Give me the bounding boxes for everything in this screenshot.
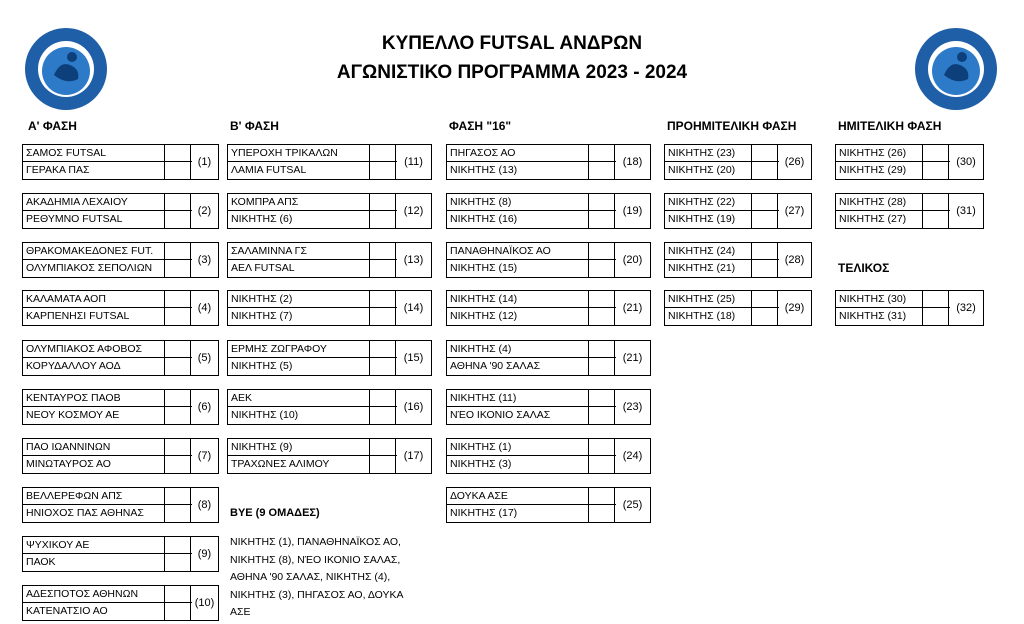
away-team: ΝΕΟΥ ΚΟΣΜΟΥ ΑΕ bbox=[26, 409, 120, 421]
match-number: (9) bbox=[190, 537, 218, 571]
phase-a-match bbox=[22, 290, 219, 326]
title-line-1: ΚΥΠΕΛΛΟ FUTSAL ΑΝΔΡΩΝ bbox=[381, 33, 643, 54]
score-cell bbox=[164, 341, 192, 375]
phase-b-match bbox=[227, 144, 432, 180]
match-number: (15) bbox=[395, 341, 431, 375]
away-team: ΝΙΚΗΤΗΣ (17) bbox=[450, 507, 518, 519]
phase-a-match bbox=[22, 144, 219, 180]
score-cell bbox=[588, 145, 616, 179]
score-cell bbox=[588, 439, 616, 473]
score-cell bbox=[588, 243, 616, 277]
score-cell bbox=[164, 537, 192, 571]
phase-16-match bbox=[446, 340, 651, 376]
home-team: ΔΟΥΚΑ ΑΣΕ bbox=[447, 488, 588, 505]
bye-line: ΑΣΕ bbox=[230, 606, 251, 618]
match-number: (19) bbox=[614, 194, 650, 228]
phase-b-match bbox=[227, 438, 432, 474]
score-cell bbox=[922, 194, 950, 228]
bye-line: ΑΘΗΝΑ '90 ΣΑΛΑΣ, ΝΙΚΗΤΗΣ (4), bbox=[230, 571, 391, 583]
home-team: ΝΙΚΗΤΗΣ (26) bbox=[836, 145, 922, 162]
bye-heading: BYE (9 ΟΜΑΔΕΣ) bbox=[230, 507, 320, 519]
match-number: (27) bbox=[777, 194, 811, 228]
match-number: (7) bbox=[190, 439, 218, 473]
pre-semi-heading: ΠΡΟΗΜΙΤΕΛΙΚΗ ΦΑΣΗ bbox=[667, 119, 797, 133]
away-team: ΓΕΡΑΚΑ ΠΑΣ bbox=[26, 164, 90, 176]
score-cell bbox=[369, 243, 397, 277]
phase-16-match bbox=[446, 242, 651, 278]
phase-b-heading: Β' ΦΑΣΗ bbox=[230, 119, 279, 133]
phase-a-match bbox=[22, 585, 219, 621]
score-cell bbox=[588, 341, 616, 375]
match-number: (20) bbox=[614, 243, 650, 277]
score-cell bbox=[588, 194, 616, 228]
score-cell bbox=[164, 390, 192, 424]
away-team: ΜΙΝΩΤΑΥΡΟΣ ΑΟ bbox=[26, 458, 111, 470]
match-number: (31) bbox=[948, 194, 983, 228]
home-team: ΝΙΚΗΤΗΣ (4) bbox=[447, 341, 588, 358]
pre-semi-match bbox=[664, 144, 812, 180]
away-team: ΚΑΤΕΝΑΤΣΙΟ ΑΟ bbox=[26, 605, 108, 617]
phase-a-match bbox=[22, 536, 219, 572]
match-number: (13) bbox=[395, 243, 431, 277]
semi-match bbox=[835, 193, 984, 229]
away-team: ΑΘΗΝΑ '90 ΣΑΛΑΣ bbox=[450, 360, 541, 372]
phase-a-match bbox=[22, 193, 219, 229]
match-number: (12) bbox=[395, 194, 431, 228]
score-cell bbox=[369, 194, 397, 228]
match-number: (17) bbox=[395, 439, 431, 473]
home-team: ΝΙΚΗΤΗΣ (14) bbox=[447, 291, 588, 308]
semi-heading: ΗΜΙΤΕΛΙΚΗ ΦΑΣΗ bbox=[838, 119, 942, 133]
final-heading: ΤΕΛΙΚΟΣ bbox=[838, 261, 890, 275]
away-team: ΝΙΚΗΤΗΣ (27) bbox=[839, 213, 907, 225]
score-cell bbox=[164, 145, 192, 179]
match-number: (14) bbox=[395, 291, 431, 325]
score-cell bbox=[369, 390, 397, 424]
match-number: (3) bbox=[190, 243, 218, 277]
score-cell bbox=[369, 291, 397, 325]
home-team: ΚΟΜΠΡΑ ΑΠΣ bbox=[228, 194, 369, 211]
home-team: ΠΗΓΑΣΟΣ ΑΟ bbox=[447, 145, 588, 162]
away-team: ΝΙΚΗΤΗΣ (29) bbox=[839, 164, 907, 176]
home-team: ΝΙΚΗΤΗΣ (24) bbox=[665, 243, 751, 260]
away-team: ΝΙΚΗΤΗΣ (5) bbox=[231, 360, 293, 372]
home-team: ΣΑΜΟΣ FUTSAL bbox=[23, 145, 164, 162]
score-cell bbox=[751, 243, 779, 277]
away-team: ΑΕΛ FUTSAL bbox=[231, 262, 295, 274]
score-cell bbox=[369, 439, 397, 473]
score-cell bbox=[588, 488, 616, 522]
home-team: ΨΥΧΙΚΟΥ ΑΕ bbox=[23, 537, 164, 554]
score-cell bbox=[922, 145, 950, 179]
match-number: (5) bbox=[190, 341, 218, 375]
score-cell bbox=[164, 488, 192, 522]
away-team: ΝΙΚΗΤΗΣ (12) bbox=[450, 310, 518, 322]
match-number: (18) bbox=[614, 145, 650, 179]
away-team: ΤΡΑΧΩΝΕΣ ΑΛΙΜΟΥ bbox=[231, 458, 330, 470]
home-team: ΠΑΟ ΙΩΑΝΝΙΝΩΝ bbox=[23, 439, 164, 456]
home-team: ΚΕΝΤΑΥΡΟΣ ΠΑΟΒ bbox=[23, 390, 164, 407]
match-number: (28) bbox=[777, 243, 811, 277]
home-team: ΝΙΚΗΤΗΣ (30) bbox=[836, 291, 922, 308]
phase-16-match bbox=[446, 144, 651, 180]
match-number: (25) bbox=[614, 488, 650, 522]
match-number: (24) bbox=[614, 439, 650, 473]
home-team: ΑΚΑΔΗΜΙΑ ΛΕΧΑΙΟΥ bbox=[23, 194, 164, 211]
away-team: ΠΑΟΚ bbox=[26, 556, 56, 568]
match-number: (26) bbox=[777, 145, 811, 179]
match-number: (23) bbox=[614, 390, 650, 424]
federation-logo-left bbox=[24, 27, 108, 111]
match-number: (8) bbox=[190, 488, 218, 522]
home-team: ΒΕΛΛΕΡΕΦΩΝ ΑΠΣ bbox=[23, 488, 164, 505]
bye-list bbox=[230, 534, 430, 622]
phase-16-match bbox=[446, 389, 651, 425]
phase-b-match bbox=[227, 290, 432, 326]
away-team: ΚΟΡΥΔΑΛΛΟΥ ΑΟΔ bbox=[26, 360, 121, 372]
score-cell bbox=[922, 291, 950, 325]
home-team: ΑΔΕΣΠΟΤΟΣ ΑΘΗΝΩΝ bbox=[23, 586, 164, 603]
away-team: ΝΙΚΗΤΗΣ (10) bbox=[231, 409, 299, 421]
away-team: ΝΙΚΗΤΗΣ (6) bbox=[231, 213, 293, 225]
match-number: (21) bbox=[614, 291, 650, 325]
phase-b-match bbox=[227, 242, 432, 278]
match-number: (1) bbox=[190, 145, 218, 179]
match-number: (4) bbox=[190, 291, 218, 325]
phase-b-match bbox=[227, 340, 432, 376]
home-team: ΝΙΚΗΤΗΣ (2) bbox=[228, 291, 369, 308]
score-cell bbox=[588, 390, 616, 424]
match-number: (29) bbox=[777, 291, 811, 325]
pre-semi-match bbox=[664, 193, 812, 229]
away-team: ΝΙΚΗΤΗΣ (20) bbox=[668, 164, 736, 176]
match-number: (2) bbox=[190, 194, 218, 228]
home-team: ΥΠΕΡΟΧΗ ΤΡΙΚΑΛΩΝ bbox=[228, 145, 369, 162]
away-team: ΝΙΚΗΤΗΣ (7) bbox=[231, 310, 293, 322]
away-team: ΚΑΡΠΕΝΗΣΙ FUTSAL bbox=[26, 310, 130, 322]
away-team: ΝΙΚΗΤΗΣ (3) bbox=[450, 458, 512, 470]
home-team: ΝΙΚΗΤΗΣ (22) bbox=[665, 194, 751, 211]
home-team: ΝΙΚΗΤΗΣ (28) bbox=[836, 194, 922, 211]
away-team: ΝΙΚΗΤΗΣ (16) bbox=[450, 213, 518, 225]
home-team: ΣΑΛΑΜΙΝΝΑ ΓΣ bbox=[228, 243, 369, 260]
pre-semi-match bbox=[664, 290, 812, 326]
match-number: (32) bbox=[948, 291, 983, 325]
score-cell bbox=[588, 291, 616, 325]
score-cell bbox=[164, 243, 192, 277]
away-team: ΝΙΚΗΤΗΣ (19) bbox=[668, 213, 736, 225]
phase-16-match bbox=[446, 290, 651, 326]
match-number: (16) bbox=[395, 390, 431, 424]
score-cell bbox=[751, 194, 779, 228]
away-team: ΡΕΘΥΜΝΟ FUTSAL bbox=[26, 213, 123, 225]
phase-a-match bbox=[22, 242, 219, 278]
semi-match bbox=[835, 144, 984, 180]
phase-a-match bbox=[22, 340, 219, 376]
home-team: ΟΛΥΜΠΙΑΚΟΣ ΑΦΟΒΟΣ bbox=[23, 341, 164, 358]
phase-a-match bbox=[22, 389, 219, 425]
home-team: ΝΙΚΗΤΗΣ (1) bbox=[447, 439, 588, 456]
phase-16-heading: ΦΑΣΗ "16" bbox=[449, 119, 512, 133]
away-team: ΝΙΚΗΤΗΣ (18) bbox=[668, 310, 736, 322]
match-number: (6) bbox=[190, 390, 218, 424]
score-cell bbox=[369, 145, 397, 179]
score-cell bbox=[751, 291, 779, 325]
pre-semi-match bbox=[664, 242, 812, 278]
final-match bbox=[835, 290, 984, 326]
score-cell bbox=[164, 291, 192, 325]
bye-line: ΝΙΚΗΤΗΣ (3), ΠΗΓΑΣΟΣ ΑΟ, ΔΟΥΚΑ bbox=[230, 588, 404, 601]
score-cell bbox=[369, 341, 397, 375]
bye-line: ΝΙΚΗΤΗΣ (8), ΝΈΟ ΙΚΟΝΙΟ ΣΑΛΑΣ, bbox=[230, 553, 401, 566]
away-team: ΟΛΥΜΠΙΑΚΟΣ ΣΕΠΟΛΙΩΝ bbox=[26, 262, 153, 274]
away-team: ΝΙΚΗΤΗΣ (21) bbox=[668, 262, 736, 274]
score-cell bbox=[164, 586, 192, 620]
match-number: (10) bbox=[190, 586, 218, 620]
phase-16-match bbox=[446, 438, 651, 474]
phase-a-heading: Α' ΦΑΣΗ bbox=[28, 119, 77, 133]
phase-b-match bbox=[227, 193, 432, 229]
away-team: ΗΝΙΟΧΟΣ ΠΑΣ ΑΘΗΝΑΣ bbox=[26, 507, 144, 519]
bye-line: ΝΙΚΗΤΗΣ (1), ΠΑΝΑΘΗΝΑΪΚΟΣ ΑΟ, bbox=[230, 536, 401, 548]
home-team: ΑΕΚ bbox=[228, 390, 369, 407]
phase-a-match bbox=[22, 438, 219, 474]
home-team: ΝΙΚΗΤΗΣ (9) bbox=[228, 439, 369, 456]
away-team: ΝΈΟ ΙΚΟΝΙΟ ΣΑΛΑΣ bbox=[450, 409, 551, 421]
federation-logo-right bbox=[914, 27, 998, 111]
match-number: (30) bbox=[948, 145, 983, 179]
home-team: ΝΙΚΗΤΗΣ (25) bbox=[665, 291, 751, 308]
phase-b-match bbox=[227, 389, 432, 425]
match-number: (11) bbox=[395, 145, 431, 179]
away-team: ΝΙΚΗΤΗΣ (13) bbox=[450, 164, 518, 176]
phase-a-match bbox=[22, 487, 219, 523]
phase-16-match bbox=[446, 487, 651, 523]
title-line-2: ΑΓΩΝΙΣΤΙΚΟ ΠΡΟΓΡΑΜΜΑ 2023 - 2024 bbox=[336, 62, 688, 83]
home-team: ΚΑΛΑΜΑΤΑ ΑΟΠ bbox=[23, 291, 164, 308]
home-team: ΠΑΝΑΘΗΝΑΪΚΟΣ ΑΟ bbox=[447, 243, 588, 260]
home-team: ΘΡΑΚΟΜΑΚΕΔΟΝΕΣ FUT. bbox=[23, 243, 164, 260]
match-number: (21) bbox=[614, 341, 650, 375]
away-team: ΝΙΚΗΤΗΣ (31) bbox=[839, 310, 907, 322]
score-cell bbox=[164, 439, 192, 473]
home-team: ΝΙΚΗΤΗΣ (11) bbox=[447, 390, 588, 407]
score-cell bbox=[751, 145, 779, 179]
away-team: ΝΙΚΗΤΗΣ (15) bbox=[450, 262, 518, 274]
score-cell bbox=[164, 194, 192, 228]
home-team: ΝΙΚΗΤΗΣ (23) bbox=[665, 145, 751, 162]
home-team: ΕΡΜΗΣ ΖΩΓΡΑΦΟΥ bbox=[228, 341, 369, 358]
away-team: ΛΑΜΙΑ FUTSAL bbox=[231, 164, 307, 176]
home-team: ΝΙΚΗΤΗΣ (8) bbox=[447, 194, 588, 211]
phase-16-match bbox=[446, 193, 651, 229]
